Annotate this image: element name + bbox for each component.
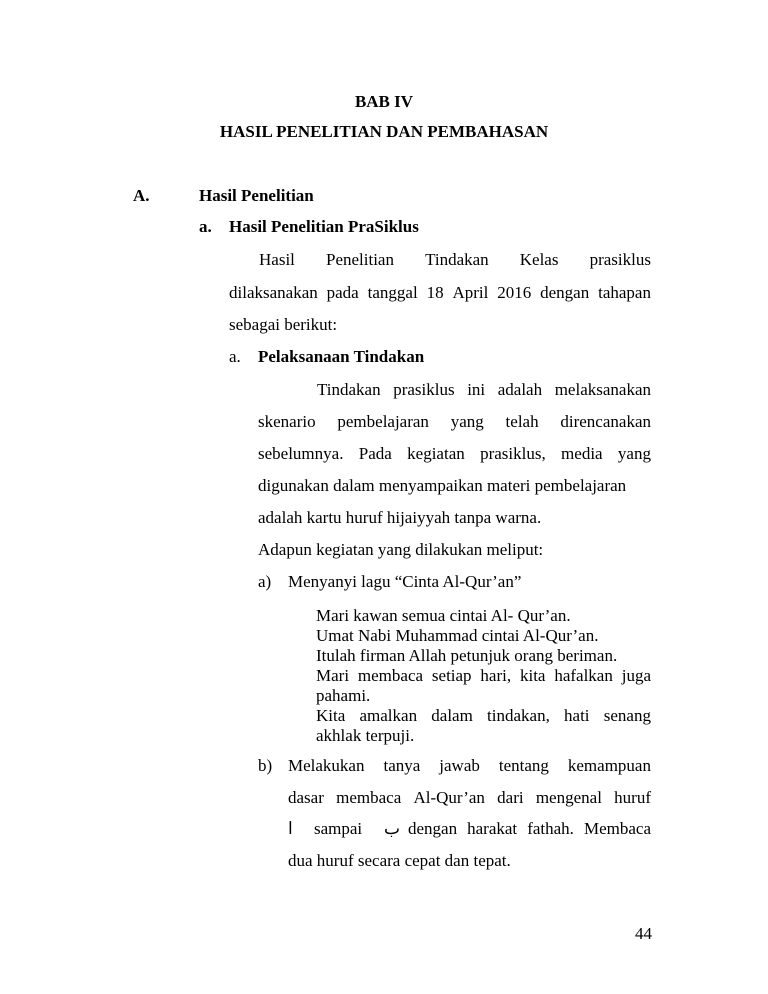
word: hati	[564, 706, 590, 725]
word: media	[561, 444, 603, 463]
paragraph-line-3: sebagai berikut:	[229, 315, 338, 334]
word: pembelajaran	[337, 412, 429, 431]
word: membaca	[357, 666, 424, 685]
word: dalam	[431, 706, 473, 725]
word: Al-Qur’an	[413, 788, 485, 807]
item-marker: a.	[229, 347, 241, 366]
chapter-label: BAB IV	[354, 92, 414, 111]
word: Pada	[358, 444, 392, 463]
word: tanggal	[367, 283, 418, 302]
word: skenario	[258, 412, 316, 431]
word: 18	[426, 283, 444, 302]
word: kegiatan	[407, 444, 465, 463]
word: dari	[497, 788, 524, 807]
subsection-title: Hasil Penelitian PraSiklus	[229, 217, 419, 236]
song-lyrics	[316, 606, 651, 746]
list-marker-b: b)	[258, 756, 273, 775]
item-title: Pelaksanaan Tindakan	[258, 347, 425, 366]
word: tanya	[383, 756, 421, 775]
word: yang	[617, 444, 651, 463]
word: tahapan	[598, 283, 651, 302]
lyric-line	[316, 666, 651, 686]
lyric-line: Umat Nabi Muhammad cintai Al-Qur’an.	[316, 626, 599, 645]
list-item-b-sampai: sampai	[314, 819, 363, 838]
section-title: Hasil Penelitian	[199, 186, 314, 205]
word: juga	[621, 666, 651, 685]
item-line-6: Adapun kegiatan yang dilakukan meliput:	[258, 540, 544, 559]
paragraph-line-1	[259, 250, 651, 270]
word: tindakan,	[487, 706, 550, 725]
lyric-line	[316, 706, 651, 726]
word: huruf	[614, 788, 651, 807]
word: kemampuan	[567, 756, 651, 775]
list-item-b-line-2	[288, 788, 651, 808]
word: dengan	[540, 283, 590, 302]
word: yang	[450, 412, 484, 431]
item-line-2	[258, 412, 651, 432]
word: setiap	[431, 666, 472, 685]
item-line-3	[258, 444, 651, 464]
word: Hasil	[259, 250, 295, 269]
word: direncanakan	[560, 412, 651, 431]
word: hari,	[480, 666, 512, 685]
word: membaca	[336, 788, 402, 807]
list-marker-a: a)	[258, 572, 272, 591]
word: sebelumnya.	[258, 444, 344, 463]
word: prasiklus	[589, 250, 651, 269]
lyric-line: akhlak terpuji.	[316, 726, 415, 745]
word: pada	[326, 283, 359, 302]
list-item-a-text: Menyanyi lagu “Cinta Al-Qur’an”	[288, 572, 522, 591]
word: 2016	[497, 283, 532, 302]
paragraph-line-2	[229, 283, 651, 303]
word: hafalkan	[554, 666, 613, 685]
word: Penelitian	[325, 250, 394, 269]
arabic-letter-ba: ب	[384, 819, 401, 838]
chapter-title: HASIL PENELITIAN DAN PEMBAHASAN	[219, 122, 549, 141]
item-line-5: adalah kartu huruf hijaiyyah tanpa warna.	[258, 508, 542, 527]
page-number: 44	[635, 924, 652, 943]
lyric-line: pahami.	[316, 686, 371, 705]
word: kita	[519, 666, 546, 685]
lyric-line: Itulah firman Allah petunjuk orang beriman.	[316, 646, 618, 665]
word: amalkan	[359, 706, 418, 725]
list-item-b-line-4: dua huruf secara cepat dan tepat.	[288, 851, 511, 870]
list-item-b-line-3-rest: dengan harakat fathah. Membaca	[408, 819, 651, 838]
word: senang	[603, 706, 651, 725]
subsection-marker: a.	[199, 217, 212, 236]
word: prasiklus,	[480, 444, 546, 463]
word: Tindakan	[425, 250, 489, 269]
arabic-letter-alif: ا	[288, 819, 293, 838]
section-marker: A.	[133, 186, 150, 205]
item-line-4: digunakan dalam menyampaikan materi pembelajaran	[258, 476, 627, 495]
word: Kelas	[519, 250, 559, 269]
word: mengenal	[535, 788, 602, 807]
word: telah	[505, 412, 539, 431]
word: dasar	[288, 788, 324, 807]
word: tentang	[498, 756, 549, 775]
word: dilaksanakan	[229, 283, 318, 302]
item-line-1: Tindakan prasiklus ini adalah melaksanakan	[317, 380, 651, 399]
word: April	[452, 283, 489, 302]
word: jawab	[439, 756, 480, 775]
list-item-b-line-1	[288, 756, 651, 776]
word: Kita	[316, 706, 346, 725]
lyric-line: Mari kawan semua cintai Al- Qur’an.	[316, 606, 571, 625]
word: Mari	[316, 666, 350, 685]
word: Melakukan	[288, 756, 365, 775]
